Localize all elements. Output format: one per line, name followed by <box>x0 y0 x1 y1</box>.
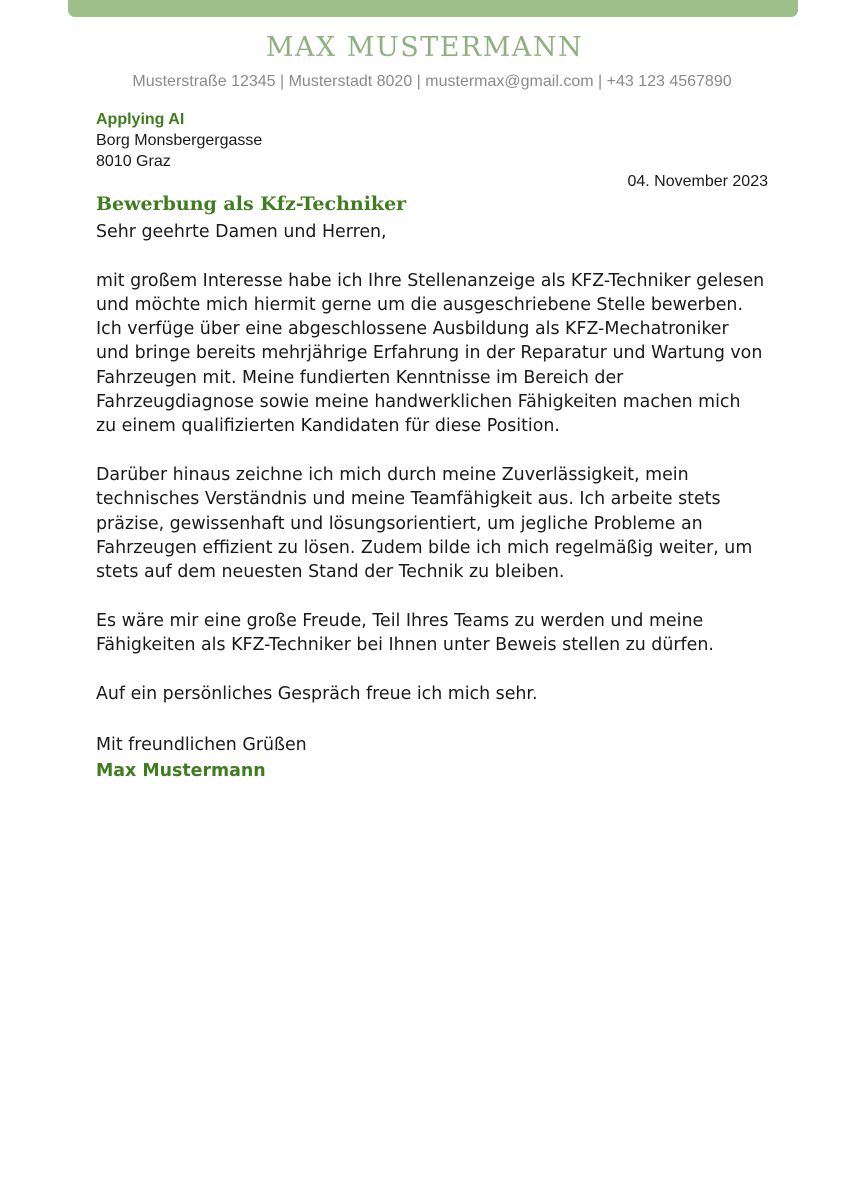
applicant-name-heading: MAX MUSTERMANN <box>265 32 584 63</box>
body-paragraph: Darüber hinaus zeichne ich mich durch meine Zuverlässigkeit, mein technisches Verständnis und meine Teamfähigkeit aus. Ich arbeite stets präzise, gewissenhaft und lösungsorientiert, um jegliche Probleme an Fahrzeugen effizient zu lösen. Zudem bilde ich mich regelmäßig weiter, um stets auf dem neuesten Stand der Technik zu bleiben. <box>96 464 753 583</box>
body-paragraph: Es wäre mir eine große Freude, Teil Ihres Teams zu werden und meine Fähigkeiten als KFZ-Techniker bei Ihnen unter Beweis stellen zu dürfen. <box>96 610 714 656</box>
signature-name: Max Mustermann <box>96 761 266 781</box>
letter-body <box>96 220 766 730</box>
recipient-address <box>96 109 262 172</box>
salutation: Sehr geehrte Damen und Herren, <box>96 222 387 242</box>
letter-subject: Bewerbung als Kfz-Techniker <box>96 193 407 215</box>
letter-closing <box>96 732 307 784</box>
recipient-city: 8010 Graz <box>96 153 171 170</box>
body-paragraph: Auf ein persönliches Gespräch freue ich mich sehr. <box>96 683 538 704</box>
header-accent-bar <box>68 0 798 17</box>
contact-line: Musterstraße 12345 | Musterstadt 8020 | mustermax@gmail.com | +43 123 4567890 <box>132 73 732 90</box>
body-paragraph: mit großem Interesse habe ich Ihre Stellenanzeige als KFZ-Techniker gelesen und möchte mich hiermit gerne um die ausgeschriebene Stelle bewerben. Ich verfüge über eine abgeschlossene Ausbildung als KFZ-Mechatroniker und bringe bereits mehrjährige Erfahrung in der Reparatur und Wartung von Fahrzeugen mit. Meine fundierten Kenntnisse im Bereich der Fahrzeugdiagnose sowie meine handwerklichen Fähigkeiten machen mich zu einem qualifizierten Kandidaten für diese Position. <box>96 270 765 437</box>
recipient-street: Borg Monsbergergasse <box>96 132 263 149</box>
recipient-company: Applying AI <box>96 111 185 128</box>
letter-date: 04. November 2023 <box>627 173 768 190</box>
closing-greeting: Mit freundlichen Grüßen <box>96 735 307 755</box>
